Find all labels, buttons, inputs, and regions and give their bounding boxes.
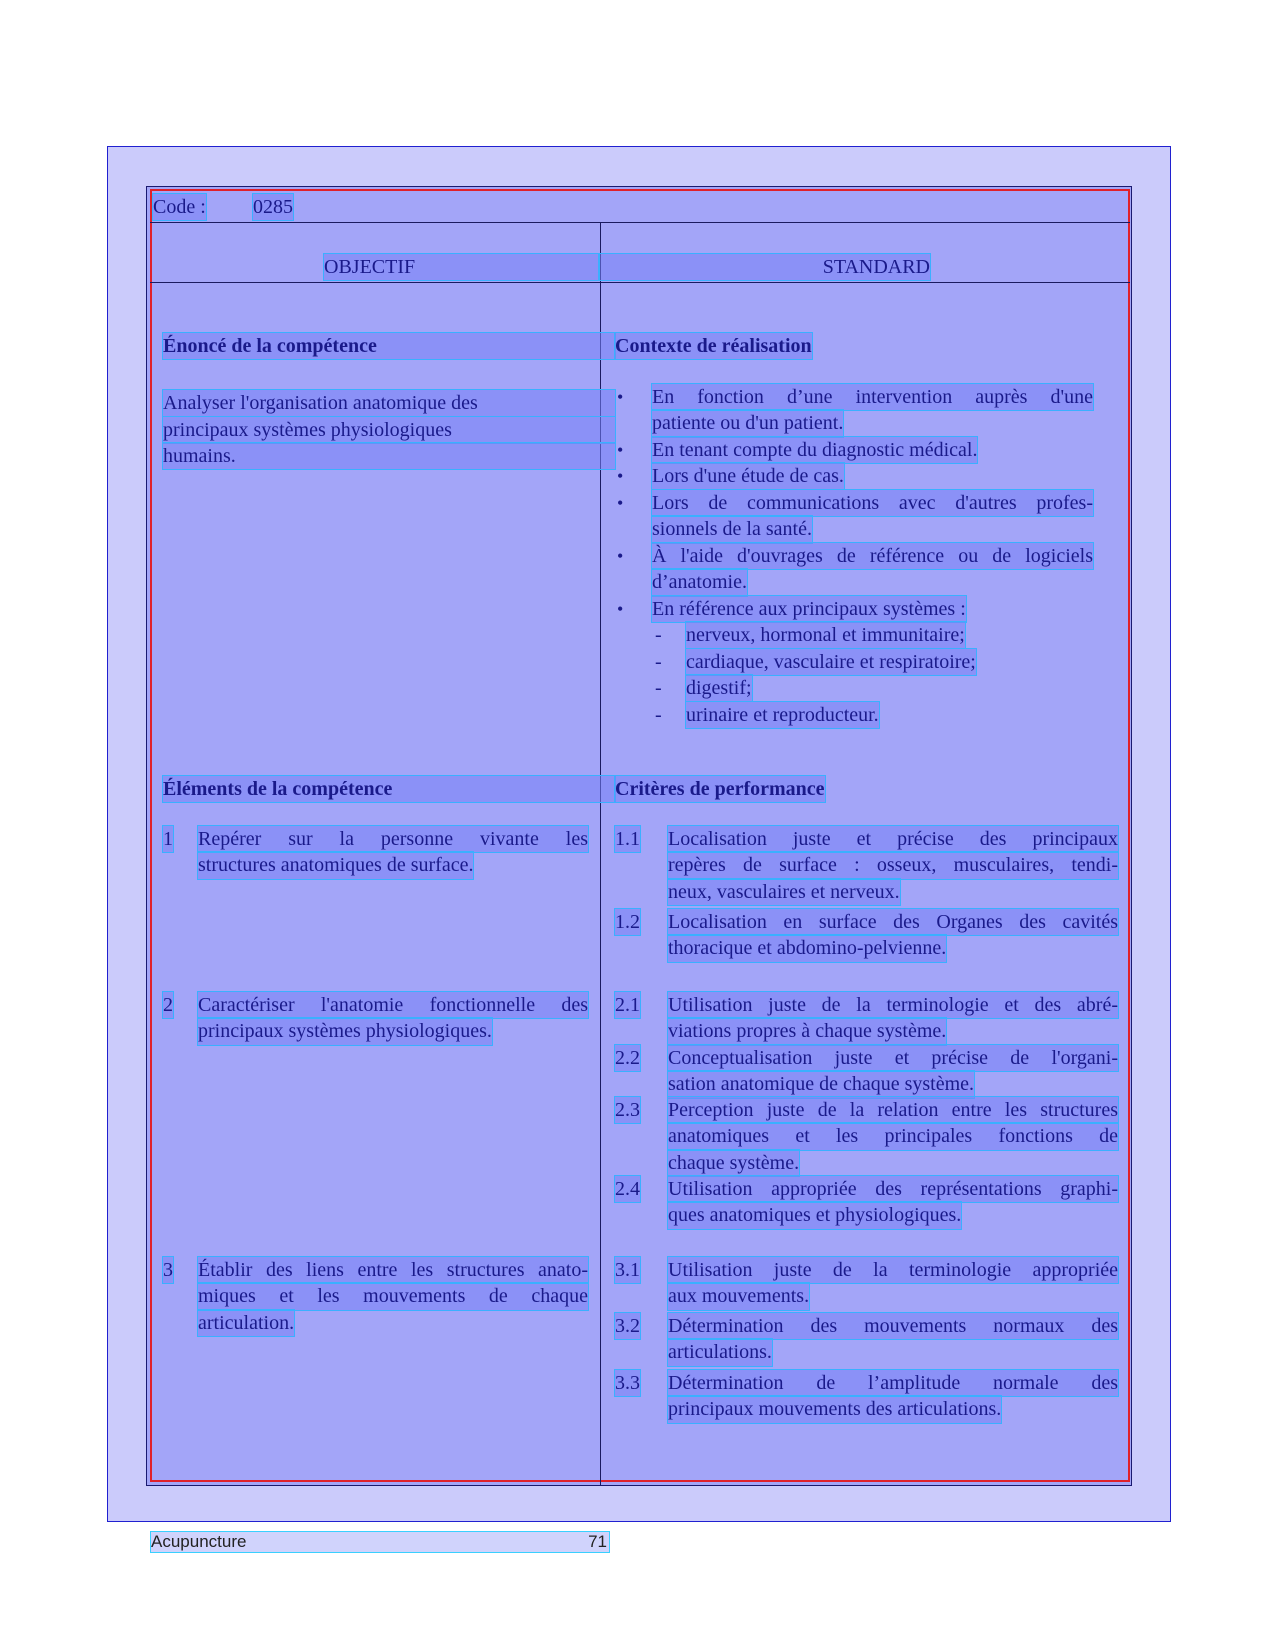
context-bullet-line: patiente ou d'un patient.: [652, 410, 843, 436]
column-header-objectif: OBJECTIF: [324, 254, 598, 280]
element-line: articulation.: [198, 1310, 294, 1336]
context-sub-item: digestif;: [686, 677, 752, 699]
footer-title: Acupuncture: [151, 1532, 247, 1551]
header-divider-line: [150, 222, 1130, 223]
criterion-line: Conceptualisation juste et précise de l'organi-: [668, 1045, 1118, 1071]
code-value: 0285: [253, 196, 293, 218]
bullet-marker: •: [617, 599, 624, 619]
element-line: Établir des liens entre les structures anato-: [198, 1257, 588, 1283]
element-number: 3: [163, 1259, 173, 1281]
criterion-line: thoracique et abdomino-pelvienne.: [668, 935, 946, 961]
elements-heading: Éléments de la compétence: [163, 776, 615, 802]
criterion-line: ques anatomiques et physiologiques.: [668, 1202, 961, 1228]
context-bullet: [652, 490, 1093, 543]
criterion-item: [668, 1257, 1118, 1310]
criterion-number: 1.2: [615, 911, 640, 933]
context-bullet: [652, 543, 1093, 596]
criterion-number: 2.1: [615, 994, 640, 1016]
element-number: 2: [163, 994, 173, 1016]
criterion-number: 3.2: [615, 1315, 640, 1337]
competence-statement-heading: Énoncé de la compétence: [163, 333, 615, 359]
criterion-number: 3.3: [615, 1372, 640, 1394]
criterion-line: Perception juste de la relation entre les structures: [668, 1097, 1118, 1123]
bullet-marker: •: [617, 440, 624, 460]
criterion-line: Localisation en surface des Organes des cavités: [668, 909, 1118, 935]
criterion-line: viations propres à chaque système.: [668, 1018, 946, 1044]
page-number: 71: [588, 1532, 607, 1551]
context-bullet: [652, 384, 1093, 437]
context-bullet-line: À l'aide d'ouvrages de référence ou de logiciels: [652, 543, 1093, 569]
element-item: [198, 826, 588, 879]
criterion-item: [668, 1370, 1118, 1423]
context-bullet: En tenant compte du diagnostic médical.: [652, 439, 978, 461]
element-number: 1: [163, 828, 173, 850]
bullet-marker: •: [617, 387, 624, 407]
context-bullet: Lors d'une étude de cas.: [652, 465, 844, 487]
context-sub-item: nerveux, hormonal et immunitaire;: [686, 624, 965, 646]
column-header-standard: STANDARD: [600, 254, 930, 280]
context-sub-item: urinaire et reproducteur.: [686, 704, 879, 726]
criterion-item: [668, 1176, 1118, 1229]
criterion-number: 2.4: [615, 1178, 640, 1200]
bullet-marker: •: [617, 493, 624, 513]
context-bullet-line: d’anatomie.: [652, 569, 747, 595]
criterion-line: chaque système.: [668, 1150, 799, 1176]
context-bullet-line: En fonction d’une intervention auprès d'une: [652, 384, 1093, 410]
element-item: [198, 1257, 588, 1336]
criterion-line: principaux mouvements des articulations.: [668, 1396, 1001, 1422]
element-line: structures anatomiques de surface.: [198, 852, 473, 878]
element-line: miques et les mouvements de chaque: [198, 1283, 588, 1309]
dash-marker: -: [655, 677, 662, 699]
criterion-line: sation anatomique de chaque système.: [668, 1071, 974, 1097]
dash-marker: -: [655, 704, 662, 726]
context-bullet: En référence aux principaux systèmes :: [652, 598, 966, 620]
criteria-heading: Critères de performance: [615, 778, 825, 800]
criterion-item: [668, 1097, 1118, 1176]
dash-marker: -: [655, 624, 662, 646]
criterion-line: Utilisation juste de la terminologie et des abré-: [668, 992, 1118, 1018]
element-line: principaux systèmes physiologiques.: [198, 1018, 492, 1044]
criterion-line: Détermination de l’amplitude normale des: [668, 1370, 1118, 1396]
criterion-line: anatomiques et les principales fonctions de: [668, 1123, 1118, 1149]
criterion-line: aux mouvements.: [668, 1283, 809, 1309]
criterion-line: Localisation juste et précise des principaux: [668, 826, 1118, 852]
criterion-number: 2.3: [615, 1099, 640, 1121]
criterion-number: 2.2: [615, 1047, 640, 1069]
criterion-number: 3.1: [615, 1259, 640, 1281]
competence-statement-line: principaux systèmes physiologiques: [163, 417, 615, 443]
bullet-marker: •: [617, 546, 624, 566]
criterion-line: repères de surface : osseux, musculaires, tendi-: [668, 852, 1118, 878]
context-heading: Contexte de réalisation: [615, 335, 812, 357]
criterion-number: 1.1: [615, 828, 640, 850]
criterion-item: [668, 992, 1118, 1045]
bullet-marker: •: [617, 466, 624, 486]
element-line: Repérer sur la personne vivante les: [198, 826, 588, 852]
context-sub-item: cardiaque, vasculaire et respiratoire;: [686, 651, 976, 673]
criterion-line: articulations.: [668, 1339, 772, 1365]
element-line: Caractériser l'anatomie fonctionnelle des: [198, 992, 588, 1018]
criterion-item: [668, 1313, 1118, 1366]
criterion-item: [668, 909, 1118, 962]
context-bullet-line: sionnels de la santé.: [652, 516, 812, 542]
context-bullet-line: Lors de communications avec d'autres profes-: [652, 490, 1093, 516]
page-footer: [151, 1532, 609, 1552]
criterion-line: neux, vasculaires et nerveux.: [668, 879, 900, 905]
criterion-line: Utilisation juste de la terminologie appropriée: [668, 1257, 1118, 1283]
criterion-line: Utilisation appropriée des représentations graphi-: [668, 1176, 1118, 1202]
criterion-item: [668, 826, 1118, 905]
criterion-line: Détermination des mouvements normaux des: [668, 1313, 1118, 1339]
code-label: Code :: [153, 196, 206, 218]
competence-statement-line: Analyser l'organisation anatomique des: [163, 390, 615, 416]
column-header-divider-line: [150, 282, 1130, 283]
element-item: [198, 992, 588, 1045]
competence-statement-line: humains.: [163, 443, 615, 469]
criterion-item: [668, 1045, 1118, 1098]
dash-marker: -: [655, 651, 662, 673]
